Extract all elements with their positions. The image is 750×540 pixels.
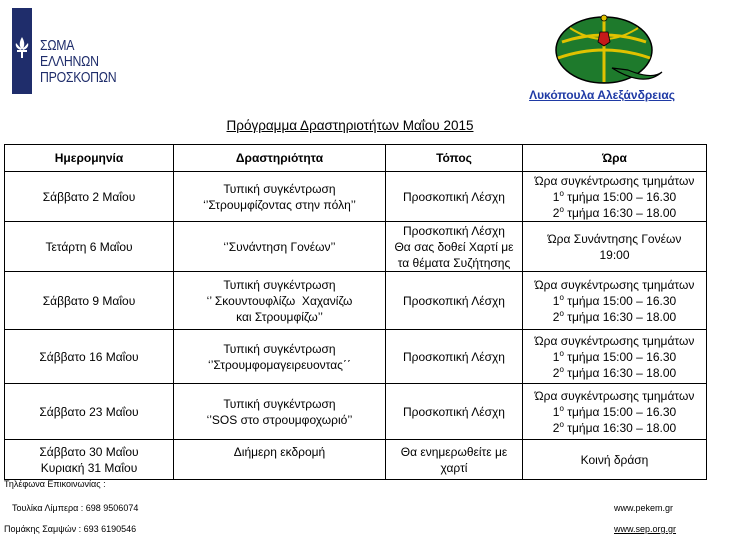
date-text: Σάββατο 2 Μαΐου — [42, 189, 136, 204]
time-line: $1^o$ τμήμα 15:00 – 16.30 — [552, 188, 677, 204]
activity-cell — [174, 272, 386, 330]
activity-line: ‘’SOS στο στρουμφοχωριό’’ — [206, 412, 353, 427]
activity-line: ‘’Συνάντηση Γονέων’’ — [223, 239, 336, 254]
activity-line: Τυπική συγκέντρωση — [223, 396, 336, 411]
date-text: Κυριακή 31 Μαΐου — [40, 460, 138, 475]
activity-line: ‘’ Σκουντουφλίζω Χαχανίζω — [206, 293, 353, 308]
contact-phone-1: Τουλίκα Λίμπερα : 698 9506074 — [12, 503, 139, 513]
activity-cell — [174, 384, 386, 440]
place-line: Θα ενημερωθείτε με — [400, 444, 508, 459]
date-cell — [5, 384, 174, 440]
time-line: Κοινή δράση — [580, 452, 649, 467]
place-line: τα θέματα Συζήτησης — [397, 255, 511, 270]
time-line: $2^o$ τμήμα 16:30 – 18.00 — [552, 419, 677, 435]
table-row — [5, 222, 707, 272]
date-cell — [5, 172, 174, 222]
time-cell — [523, 330, 707, 384]
place-cell — [386, 172, 523, 222]
activity-line: και Στρουμφίζω’’ — [236, 309, 323, 324]
place-line: Προσκοπική Λέσχη — [403, 404, 505, 419]
place-cell — [386, 272, 523, 330]
logo-strip — [12, 8, 32, 94]
place-cell — [386, 222, 523, 272]
org-name — [40, 38, 122, 86]
time-line: $1^o$ τμήμα 15:00 – 16.30 — [552, 348, 677, 364]
date-text: Σάββατο 23 Μαΐου — [39, 404, 139, 419]
activity-line: Τυπική συγκέντρωση — [223, 341, 336, 356]
activity-cell — [174, 440, 386, 480]
table-row — [5, 440, 707, 480]
place-line: χαρτί — [440, 460, 468, 475]
time-cell — [523, 222, 707, 272]
contact-phone-2: Πομάκης Σαμψών : 693 6190546 — [4, 524, 137, 534]
column-header-time: Ώρα — [523, 145, 707, 172]
date-text: Τετάρτη 6 Μαΐου — [45, 239, 133, 254]
page-title: Πρόγραμμα Δραστηριοτήτων Μαΐου 2015 — [226, 118, 474, 133]
date-cell — [5, 440, 174, 480]
cub-cap-icon — [548, 6, 666, 88]
activity-cell — [174, 330, 386, 384]
table-row — [5, 330, 707, 384]
time-line: Ώρα Συνάντησης Γονέων — [547, 231, 682, 246]
org-line-1: ΣΩΜΑ — [40, 37, 75, 54]
date-text: Σάββατο 16 Μαΐου — [39, 349, 139, 364]
activity-line: Τυπική συγκέντρωση — [223, 181, 336, 196]
time-line: Ώρα συγκέντρωσης τμημάτων — [534, 173, 695, 188]
place-cell — [386, 330, 523, 384]
date-cell — [5, 222, 174, 272]
activity-line: Τυπική συγκέντρωση — [223, 277, 336, 292]
place-line: Προσκοπική Λέσχη — [403, 293, 505, 308]
time-line: $1^o$ τμήμα 15:00 – 16.30 — [552, 403, 677, 419]
time-line: 19:00 — [599, 247, 630, 262]
time-cell — [523, 440, 707, 480]
pack-name: Λυκόπουλα Αλεξάνδρειας — [529, 88, 675, 102]
time-line: Ώρα συγκέντρωσης τμημάτων — [534, 333, 695, 348]
time-cell — [523, 272, 707, 330]
fleur-de-lis-icon — [14, 36, 30, 62]
org-line-3: ΠΡΟΣΚΟΠΩΝ — [40, 69, 117, 86]
activity-cell — [174, 222, 386, 272]
place-line: Προσκοπική Λέσχη — [403, 189, 505, 204]
activity-line: ‘’Στρουμφομαγειρευοντας΄΄ — [208, 357, 351, 372]
program-table — [4, 144, 707, 480]
place-line: Προσκοπική Λέσχη — [403, 349, 505, 364]
date-cell — [5, 330, 174, 384]
place-line: Προσκοπική Λέσχη — [403, 223, 505, 238]
link-sep[interactable]: www.sep.org.gr — [614, 524, 677, 534]
time-line: $2^o$ τμήμα 16:30 – 18.00 — [552, 204, 677, 220]
date-cell — [5, 272, 174, 330]
time-line: Ώρα συγκέντρωσης τμημάτων — [534, 388, 695, 403]
table-header-row — [5, 145, 707, 172]
date-text: Σάββατο 9 Μαΐου — [42, 293, 136, 308]
time-line: $2^o$ τμήμα 16:30 – 18.00 — [552, 308, 677, 324]
org-line-2: ΕΛΛΗΝΩΝ — [40, 53, 99, 70]
place-cell — [386, 384, 523, 440]
time-line: Ώρα συγκέντρωσης τμημάτων — [534, 277, 695, 292]
activity-line: ‘’Στρουμφίζοντας στην πόλη’’ — [203, 197, 356, 212]
table-row — [5, 172, 707, 222]
column-header-place: Τόπος — [386, 145, 523, 172]
table-row — [5, 272, 707, 330]
org-logo — [4, 8, 134, 94]
column-header-activity: Δραστηριότητα — [174, 145, 386, 172]
activity-line: Διήμερη εκδρομή — [233, 445, 326, 459]
contacts-heading: Τηλέφωνα Επικοινωνίας : — [4, 479, 106, 489]
date-text: Σάββατο 30 Μαΐου — [39, 444, 139, 459]
place-cell — [386, 440, 523, 480]
table-row — [5, 384, 707, 440]
activity-cell — [174, 172, 386, 222]
time-line: $1^o$ τμήμα 15:00 – 16.30 — [552, 292, 677, 308]
place-line: Θα σας δοθεί Χαρτί με — [394, 239, 514, 254]
column-header-date: Ημερομηνία — [5, 145, 174, 172]
time-line: $2^o$ τμήμα 16:30 – 18.00 — [552, 364, 677, 380]
time-cell — [523, 172, 707, 222]
time-cell — [523, 384, 707, 440]
link-pekem[interactable]: www.pekem.gr — [614, 503, 674, 513]
